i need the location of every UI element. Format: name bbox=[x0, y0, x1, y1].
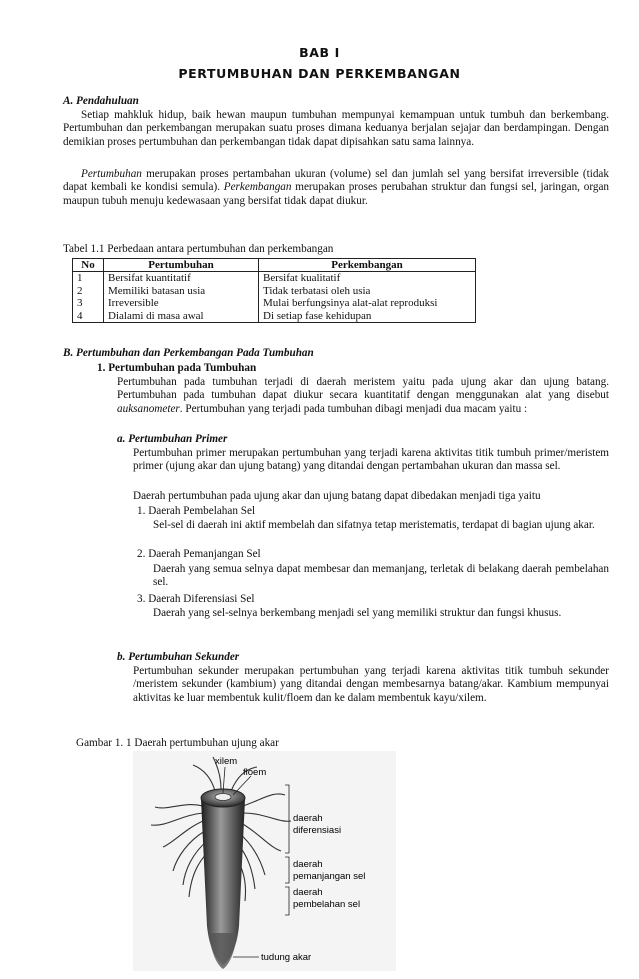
xylem-core bbox=[215, 794, 231, 801]
zone-3-title: 3. Daerah Diferensiasi Sel bbox=[137, 593, 255, 605]
label-pemanjangan-1: daerah bbox=[293, 859, 323, 870]
table-row bbox=[73, 310, 476, 323]
zone-1-desc: Sel-sel di daerah ini aktif membelah dan sifatnya tetap meristematis, terdapat di bagian ujung akar. bbox=[153, 519, 595, 531]
zone-2-title: 2. Daerah Pemanjangan Sel bbox=[137, 548, 261, 560]
subsection-1-heading: 1. Pertumbuhan pada Tumbuhan bbox=[97, 362, 257, 374]
figure-caption: Gambar 1. 1 Daerah pertumbuhan ujung akar bbox=[76, 737, 279, 749]
label-tudung-akar: tudung akar bbox=[261, 952, 312, 963]
table-cell: Di setiap fase kehidupan bbox=[259, 310, 476, 323]
label-pembelahan-2: pembelahan sel bbox=[293, 899, 361, 910]
table-row bbox=[73, 272, 476, 285]
table-row bbox=[73, 285, 476, 297]
term-pertumbuhan: Pertumbuhan bbox=[81, 168, 142, 180]
root-tip-illustration bbox=[133, 751, 396, 971]
label-pembelahan-1: daerah bbox=[293, 887, 323, 898]
header-no: No bbox=[73, 259, 104, 272]
table-cell: Tidak terbatasi oleh usia bbox=[259, 285, 476, 297]
chapter-title: PERTUMBUHAN DAN PERKEMBANGAN bbox=[178, 66, 461, 81]
paragraph-2-middle: merupakan proses pertambahan ukuran (volume) sel dan jumlah sel yang bersifat irreversible (tidak dapat kembali ke kondisi semula). bbox=[63, 168, 609, 194]
zone-2-desc: Daerah yang semua selnya dapat membesar dan memanjang, terletak di belakang daerah pembelahan sel. bbox=[153, 563, 609, 589]
section-a-paragraph-2 bbox=[63, 168, 609, 208]
table-cell: Mulai berfungsinya alat-alat reproduksi bbox=[259, 297, 476, 309]
section-a-paragraph-1: Setiap mahkluk hidup, baik hewan maupun tumbuhan mempunyai kemampuan untuk tumbuh dan berkembang. Pertumbuhan dan perkembangan merupakan suatu proses dimana keduanya berjalan sejajar dan berdampingan. Dengan demikian proses pertumbuhan dan perkembangan tidak dapat dipisahkan satu sama lainnya. bbox=[63, 109, 609, 148]
zone-3-desc: Daerah yang sel-selnya berkembang menjadi sel yang memiliki struktur dan fungsi khusus. bbox=[153, 607, 562, 619]
sekunder-text: Pertumbuhan sekunder merupakan pertumbuhan yang terjadi karena aktivitas titik tumbuh sekunder /meristem sekunder (kambium) yang ditandai dengan membesarnya batang/akar. Kambium mempunyai aktivitas ke luar membentuk kulit/floem dan ke dalam membentuk kayu/xilem. bbox=[133, 665, 609, 704]
term-auksanometer: auksanometer bbox=[117, 402, 180, 415]
label-diferensiasi-2: diferensiasi bbox=[293, 825, 342, 836]
paragraph-2-end: merupakan proses perubahan struktur dan fungsi sel, jaringan, organ maupun tubuh menuju kedewasaan yang bersifat tidak dapat diukur. bbox=[63, 181, 610, 207]
primer-text: Pertumbuhan primer merupakan pertumbuhan yang terjadi karena aktivitas titik tumbuh primer/meristem primer (ujung akar dan ujung batang) yang ditandai dengan pertambahan ukuran dan massa sel. bbox=[133, 447, 609, 473]
table-cell: Bersifat kuantitatif bbox=[104, 272, 259, 285]
table-cell: Irreversible bbox=[104, 297, 259, 309]
section-b-heading: B. Pertumbuhan dan Perkembangan Pada Tumbuhan bbox=[63, 347, 314, 359]
table-caption: Tabel 1.1 Perbedaan antara pertumbuhan dan perkembangan bbox=[63, 243, 334, 255]
root-tip-figure bbox=[133, 751, 396, 971]
table-cell: 4 bbox=[73, 310, 104, 323]
table-cell: Memiliki batasan usia bbox=[104, 285, 259, 297]
subsection-1-text bbox=[117, 376, 609, 416]
header-perkembangan: Perkembangan bbox=[259, 259, 476, 272]
table-cell: 3 bbox=[73, 297, 104, 309]
root-cap-shape bbox=[209, 933, 237, 969]
table-cell: 2 bbox=[73, 285, 104, 297]
chapter-number: BAB I bbox=[299, 45, 340, 60]
table-cell: Dialami di masa awal bbox=[104, 310, 259, 323]
primer-heading: a. Pertumbuhan Primer bbox=[117, 433, 228, 445]
table-header-row bbox=[73, 259, 476, 272]
section-a-heading: A. Pendahuluan bbox=[63, 95, 139, 107]
subsection-1-text-b: . Pertumbuhan yang terjadi pada tumbuhan dibagi menjadi dua macam yaitu : bbox=[179, 402, 528, 415]
label-pemanjangan-2: pemanjangan sel bbox=[293, 871, 366, 882]
label-floem: floem bbox=[243, 767, 267, 778]
comparison-table bbox=[72, 258, 476, 323]
table-row bbox=[73, 297, 476, 309]
primer-text-2: Daerah pertumbuhan pada ujung akar dan ujung batang dapat dibedakan menjadi tiga yaitu bbox=[133, 490, 541, 502]
subsection-1-text-a: Pertumbuhan pada tumbuhan terjadi di daerah meristem yaitu pada ujung akar dan ujung batang. Pertumbuhan pada tumbuhan dapat diukur secara kuantitatif dengan menggunakan alat yang disebut bbox=[117, 376, 609, 402]
zone-1-title: 1. Daerah Pembelahan Sel bbox=[137, 505, 256, 517]
table-cell: Bersifat kualitatif bbox=[259, 272, 476, 285]
label-xilem: xilem bbox=[215, 756, 238, 767]
table-cell: 1 bbox=[73, 272, 104, 285]
sekunder-heading: b. Pertumbuhan Sekunder bbox=[117, 651, 240, 663]
label-diferensiasi-1: daerah bbox=[293, 813, 323, 824]
header-pertumbuhan: Pertumbuhan bbox=[104, 259, 259, 272]
term-perkembangan: Perkembangan bbox=[223, 181, 292, 194]
